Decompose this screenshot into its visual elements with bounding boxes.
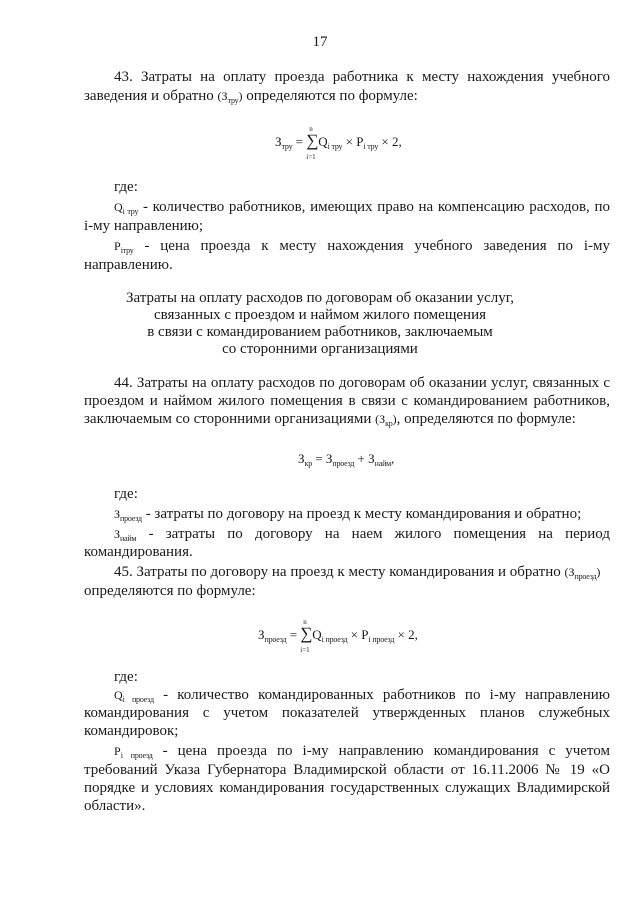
item45-p-def-line1: $P_{i проезд}$ - цена проезда по i-му направлению командирования с учетом bbox=[114, 743, 610, 760]
item43-where: где: bbox=[114, 179, 138, 195]
item45-q-def-line2: командирования с учетом показателей утвержденных планов служебных bbox=[84, 705, 610, 721]
item45-where: где: bbox=[114, 669, 138, 685]
item44-line1: 44. Затраты на оплату расходов по договорам об оказании услуг, связанных с bbox=[114, 375, 610, 391]
item44-symbol: $(З_{кр})$ bbox=[375, 412, 397, 428]
item44-b-def-line1: $З_{найм}$ - затраты по договору на наем жилого помещения на период bbox=[114, 526, 610, 543]
sum-symbol-43: ∑ n i=1 bbox=[306, 125, 319, 161]
item45-q-def-line1: $Q_{i проезд}$ - количество командированных работников по i-му направлению bbox=[114, 687, 610, 704]
section-heading-line3: в связи с командированием работников, заключаемым bbox=[147, 324, 493, 340]
item44-where: где: bbox=[114, 486, 138, 502]
section-heading-line2: связанных с проездом и наймом жилого помещения bbox=[153, 307, 486, 323]
item43-q-def-line2: i-му направлению; bbox=[84, 218, 204, 234]
item44-line2: проездом и наймом жилого помещения в связи с командированием работников, bbox=[84, 393, 610, 409]
item43-line2-b: определяются по формуле: bbox=[246, 88, 418, 104]
item43-p-def-line2: направлению. bbox=[84, 257, 173, 273]
formula-44: $З_{кр} = З_{проезд} + З_{найм}$, bbox=[298, 451, 395, 468]
item43-symbol: $(З_{тру})$ bbox=[217, 89, 243, 105]
item45-line1: 45. Затраты по договору на проезд к месту командирования и обратно $(З_{проезд})$ bbox=[114, 564, 601, 581]
formula-45: $З_{проезд}$ = ∑ n i=1 $Q_{i проезд} \times P_{i проезд} \times 2$, bbox=[258, 618, 418, 654]
formula-43: $З_{тру}$ = ∑ n i=1 $Q_{i тру} \times P_{i тру} \times 2$, bbox=[275, 125, 402, 161]
page-number: 17 bbox=[312, 34, 328, 50]
item45-p-def-line4: области». bbox=[84, 798, 146, 814]
item43-q-def-line1: $Q_{i тру}$ - количество работников, имеющих право на компенсацию расходов, по bbox=[114, 199, 610, 216]
item45-p-def-line3: порядке и условиях командирования государственных служащих Владимирской bbox=[84, 780, 610, 796]
item45-q-def-line3: командировок; bbox=[84, 723, 179, 739]
item44-a-def: $З_{проезд}$ - затраты по договору на проезд к месту командирования и обратно; bbox=[114, 506, 582, 523]
item43-line1: 43. Затраты на оплату проезда работника к месту нахождения учебного bbox=[114, 69, 610, 85]
item44-line3: заключаемым со сторонними организациями $(З_{кр})$, определяются по формуле: bbox=[84, 411, 576, 428]
item43-p-def-line1: $P_{iтру}$ - цена проезда к месту нахождения учебного заведения по i-му bbox=[114, 238, 610, 255]
item43-line2-a: заведения и обратно bbox=[84, 88, 214, 104]
item45-p-def-line2: требований Указа Губернатора Владимирской области от 16.11.2006 № 19 «О bbox=[84, 762, 610, 778]
item45-symbol: $(З_{проезд})$ bbox=[564, 565, 601, 581]
item45-line2: определяются по формуле: bbox=[84, 583, 256, 599]
item43-line2 bbox=[84, 87, 418, 110]
section-heading-line1: Затраты на оплату расходов по договорам об оказании услуг, bbox=[125, 290, 514, 306]
item44-b-def-line2: командирования. bbox=[84, 544, 193, 560]
section-heading-line4: со сторонними организациями bbox=[222, 341, 418, 357]
sum-symbol-45: ∑ n i=1 bbox=[300, 618, 313, 654]
